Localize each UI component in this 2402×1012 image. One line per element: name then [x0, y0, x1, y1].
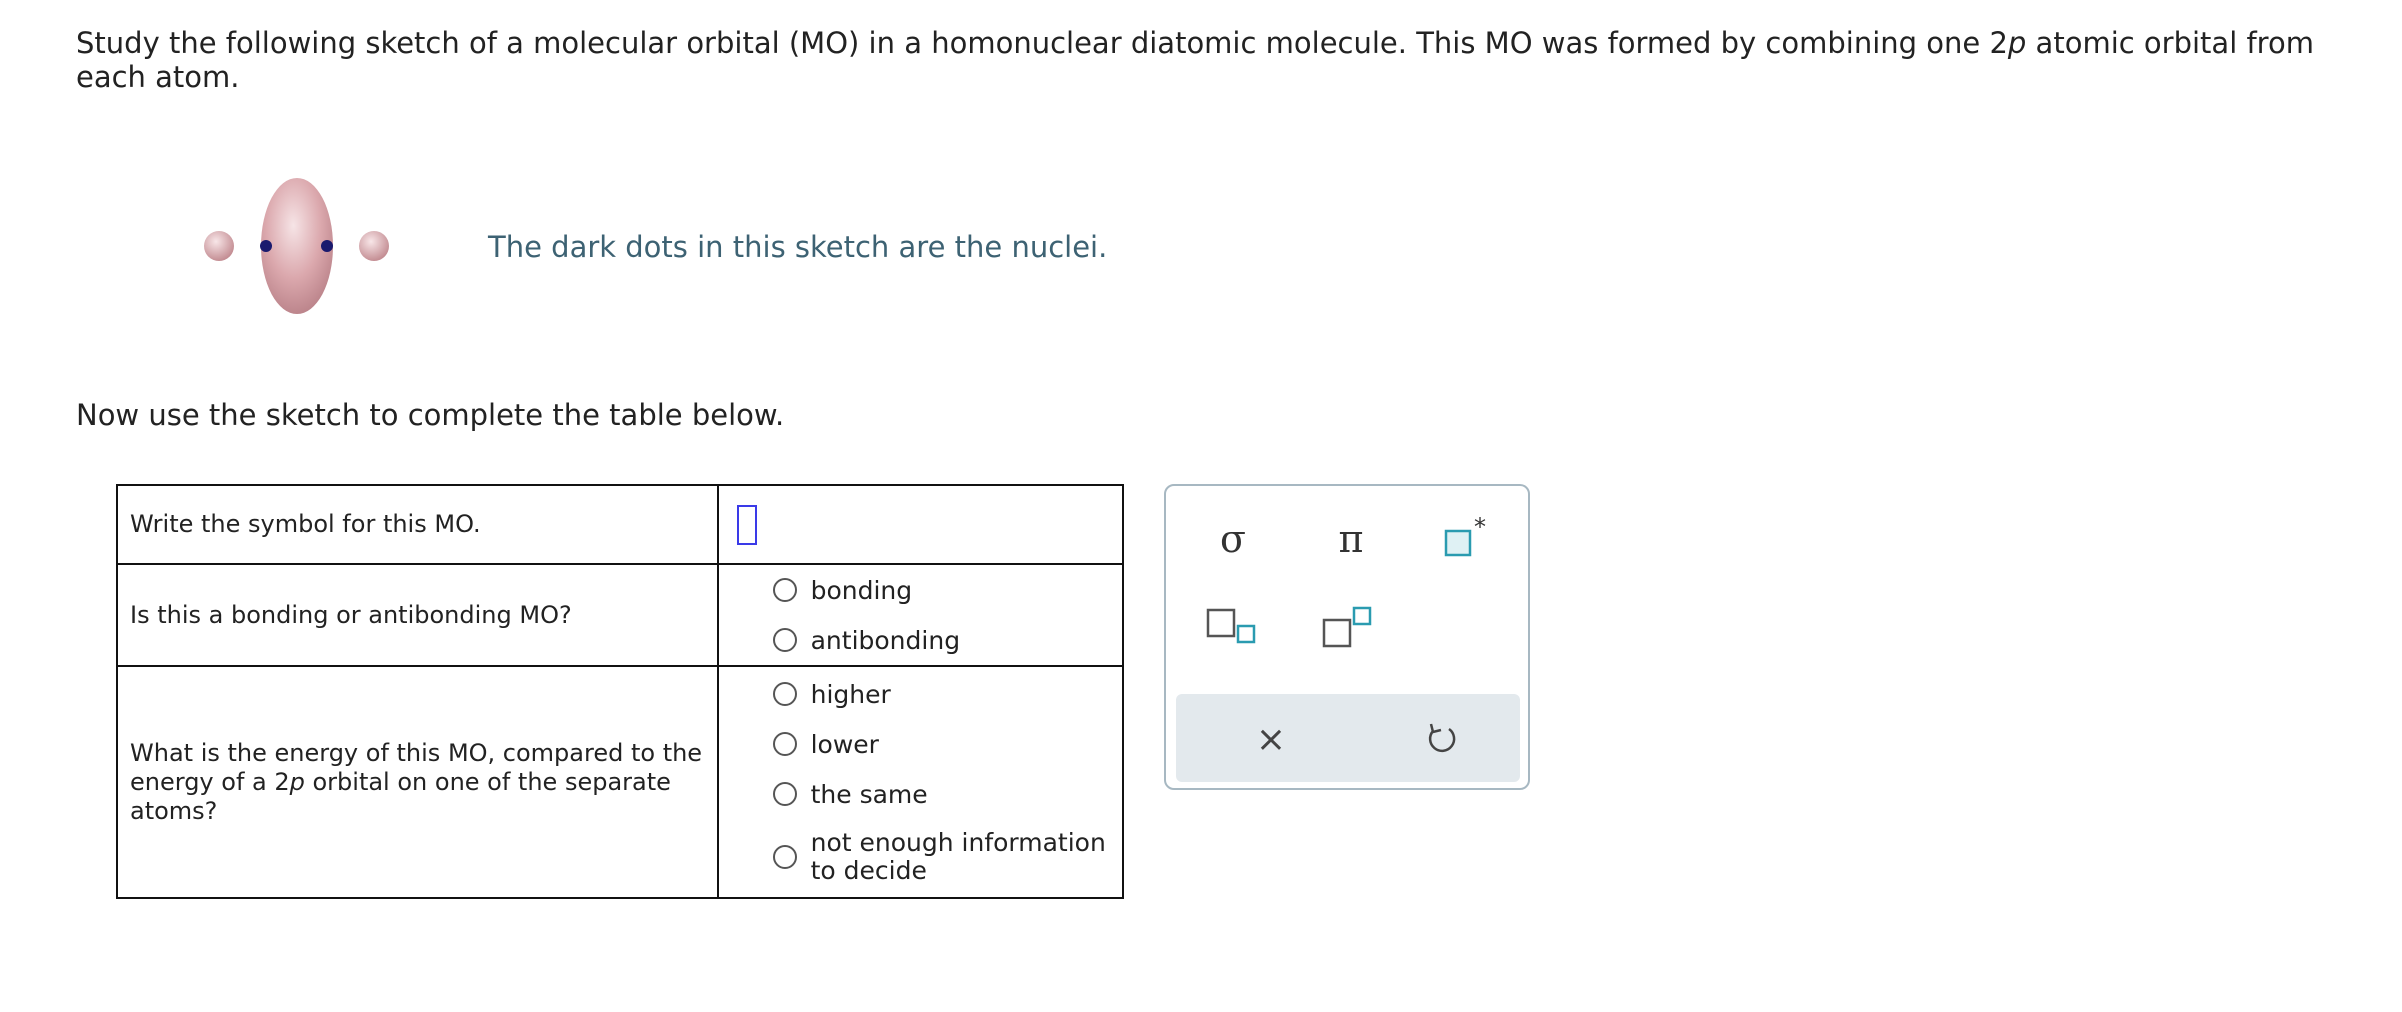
superscript-box-icon [1320, 604, 1376, 650]
instruction-text: Now use the sketch to complete the table below. [76, 398, 785, 432]
option-label: antibonding [810, 625, 961, 655]
left-nucleus [260, 240, 272, 252]
radio-button[interactable] [773, 682, 797, 706]
superscript-button[interactable] [1318, 602, 1378, 652]
option-label: not enough information to decide [810, 828, 1106, 885]
radio-button[interactable] [773, 628, 797, 652]
question-text-italic: p [2007, 26, 2027, 60]
symbol-palette [1164, 484, 1530, 790]
subscript-box-icon [1204, 604, 1260, 650]
pi-button[interactable]: π [1338, 517, 1364, 561]
option-the-same[interactable] [719, 769, 1122, 819]
option-label: higher [810, 679, 891, 709]
energy-prompt-italic: p [289, 767, 305, 796]
option-bonding[interactable] [719, 565, 1122, 615]
mo-sketch [196, 168, 406, 318]
question-text [76, 26, 2356, 94]
option-lower[interactable] [719, 719, 1122, 769]
sigma-button[interactable]: σ [1220, 517, 1246, 561]
undo-button[interactable] [1416, 714, 1466, 764]
left-small-lobe [204, 231, 234, 261]
svg-text:*: * [1474, 517, 1486, 541]
mo-symbol-cell [718, 485, 1123, 564]
table-row [117, 485, 1123, 564]
option-not-enough-info[interactable] [719, 819, 1122, 895]
question-text-part1: Study the following sketch of a molecular orbital (MO) in a homonuclear diatomic molecule. This MO was formed by combining one 2 [76, 26, 2008, 60]
option-label: the same [810, 779, 928, 809]
radio-button[interactable] [773, 845, 797, 869]
mo-symbol-input[interactable] [737, 505, 757, 545]
energy-prompt-part2: orbital on one of the separate atoms? [130, 767, 671, 825]
table-row [117, 564, 1123, 666]
energy-prompt [117, 666, 718, 898]
sketch-note: The dark dots in this sketch are the nuclei. [488, 230, 1108, 264]
right-nucleus [321, 240, 333, 252]
action-bar [1176, 694, 1520, 782]
subscript-button[interactable] [1202, 602, 1262, 652]
bonding-options [718, 564, 1123, 666]
energy-options [718, 666, 1123, 898]
radio-button[interactable] [773, 732, 797, 756]
superscript-star-icon [1442, 517, 1494, 561]
bonding-prompt: Is this a bonding or antibonding MO? [117, 564, 718, 666]
energy-prompt-part1: What is the energy of this MO, compared to the energy of a 2 [130, 738, 703, 796]
table-row [117, 666, 1123, 898]
question-text-part2: atomic orbital from each atom. [76, 26, 2314, 94]
undo-icon [1421, 719, 1461, 759]
option-label: lower [810, 729, 879, 759]
option-higher[interactable] [719, 669, 1122, 719]
option-label: bonding [810, 575, 913, 605]
superscript-star-button[interactable] [1438, 514, 1498, 564]
radio-button[interactable] [773, 578, 797, 602]
radio-button[interactable] [773, 782, 797, 806]
answer-table [116, 484, 1124, 899]
clear-button[interactable]: × [1255, 718, 1287, 760]
mo-symbol-prompt: Write the symbol for this MO. [117, 485, 718, 564]
option-antibonding[interactable] [719, 615, 1122, 665]
right-small-lobe [359, 231, 389, 261]
